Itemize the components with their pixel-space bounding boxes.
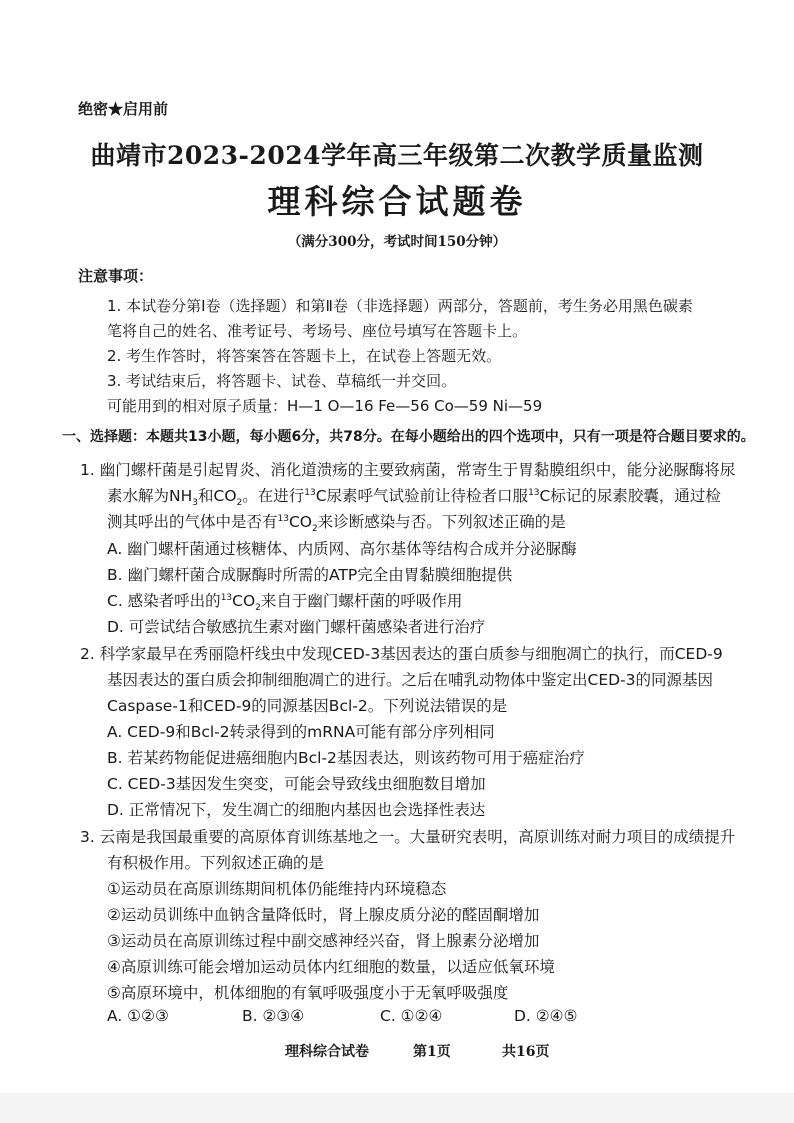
exam-subtitle: （满分300分，考试时间150分钟） bbox=[287, 234, 507, 250]
footer-paper-name: 理科综合试卷 bbox=[285, 1044, 369, 1060]
q1-option-b: B. 幽门螺杆菌合成脲酶时所需的ATP完全由胃黏膜细胞提供 bbox=[107, 566, 513, 584]
footer-total-pages: 共16页 bbox=[502, 1044, 550, 1060]
q3-stem-line-2: 有积极作用。下列叙述正确的是 bbox=[107, 854, 325, 872]
q1-option-d: D. 可尝试结合敏感抗生素对幽门螺杆菌感染者进行治疗 bbox=[107, 618, 486, 636]
page-bottom-margin bbox=[0, 1093, 794, 1123]
notice-line-3: 3. 考试结束后，将答题卡、试卷、草稿纸一并交回。 bbox=[107, 372, 457, 390]
notice-line-1: 1. 本试卷分第Ⅰ卷（选择题）和第Ⅱ卷（非选择题）两部分，答题前，考生务必用黑色碳素 bbox=[107, 297, 693, 315]
q2-option-b: B. 若某药物能促进癌细胞内Bcl-2基因表达，则该药物可用于癌症治疗 bbox=[107, 749, 585, 767]
q2-stem-line-2: 基因表达的蛋白质会抑制细胞凋亡的进行。之后在哺乳动物体中鉴定出CED-3的同源基因 bbox=[107, 671, 714, 689]
confidential-label: 绝密★启用前 bbox=[78, 100, 169, 118]
notice-line-1b: 笔将自己的姓名、准考证号、考场号、座位号填写在答题卡上。 bbox=[107, 322, 528, 340]
section-heading: 一、选择题：本题共13小题，每小题6分，共78分。在每小题给出的四个选项中，只有一项是符合题目要求的。 bbox=[62, 429, 755, 445]
q2-option-c: C. CED-3基因发生突变，可能会导致线虫细胞数目增加 bbox=[107, 775, 486, 793]
q3-option-a: A. ①②③ bbox=[107, 1007, 169, 1025]
q2-stem-line-1: 2. 科学家最早在秀丽隐杆线虫中发现CED-3基因表达的蛋白质参与细胞凋亡的执行，而CED-9 bbox=[80, 645, 723, 663]
q3-statement-5: ⑤高原环境中，机体细胞的有氧呼吸强度小于无氧呼吸强度 bbox=[107, 984, 509, 1002]
q3-statement-3: ③运动员在高原训练过程中副交感神经兴奋，肾上腺素分泌增加 bbox=[107, 932, 540, 950]
q1-stem-line-2: 素水解为$NH_3$和$CO_2$。在进行$^{13}$C尿素呼气试验前让待检者口服$^{13}$C标记的尿素胶囊，通过检 bbox=[107, 487, 721, 509]
q3-stem-line-1: 3. 云南是我国最重要的高原体育训练基地之一。大量研究表明，高原训练对耐力项目的成绩提升 bbox=[80, 828, 736, 846]
exam-title: 曲靖市2023-2024学年高三年级第二次教学质量监测 bbox=[90, 141, 704, 170]
q1-stem-line-3: 测其呼出的气体中是否有$^{13}CO_2$来诊断感染与否。下列叙述正确的是 bbox=[107, 513, 566, 535]
q2-stem-line-3: Caspase-1和CED-9的同源基因Bcl-2。下列说法错误的是 bbox=[107, 697, 508, 715]
q3-option-d: D. ②④⑤ bbox=[514, 1007, 578, 1025]
q3-statement-4: ④高原训练可能会增加运动员体内红细胞的数量，以适应低氧环境 bbox=[107, 958, 555, 976]
q3-option-c: C. ①②④ bbox=[380, 1007, 443, 1025]
q1-option-c: C. 感染者呼出的$^{13}CO_2$来自于幽门螺杆菌的呼吸作用 bbox=[107, 592, 463, 614]
q1-stem-line-1: 1. 幽门螺杆菌是引起胃炎、消化道溃疡的主要致病菌，常寄生于胃黏膜组织中，能分泌脲酶将尿 bbox=[80, 461, 736, 479]
paper-title: 理科综合试题卷 bbox=[267, 182, 527, 221]
atomic-masses: 可能用到的相对原子质量：H—1 O—16 Fe—56 Co—59 Ni—59 bbox=[107, 397, 543, 415]
q3-statement-1: ①运动员在高原训练期间机体仍能维持内环境稳态 bbox=[107, 880, 447, 898]
footer-page-number: 第1页 bbox=[413, 1044, 451, 1060]
notice-title: 注意事项： bbox=[78, 267, 154, 285]
q3-statement-2: ②运动员训练中血钠含量降低时，肾上腺皮质分泌的醛固酮增加 bbox=[107, 906, 540, 924]
q3-option-b: B. ②③④ bbox=[242, 1007, 305, 1025]
q2-option-a: A. CED-9和Bcl-2转录得到的mRNA可能有部分序列相同 bbox=[107, 723, 495, 741]
notice-line-2: 2. 考生作答时，将答案答在答题卡上，在试卷上答题无效。 bbox=[107, 347, 502, 365]
q2-option-d: D. 正常情况下，发生凋亡的细胞内基因也会选择性表达 bbox=[107, 801, 486, 819]
q1-option-a: A. 幽门螺杆菌通过核糖体、内质网、高尔基体等结构合成并分泌脲酶 bbox=[107, 540, 577, 558]
